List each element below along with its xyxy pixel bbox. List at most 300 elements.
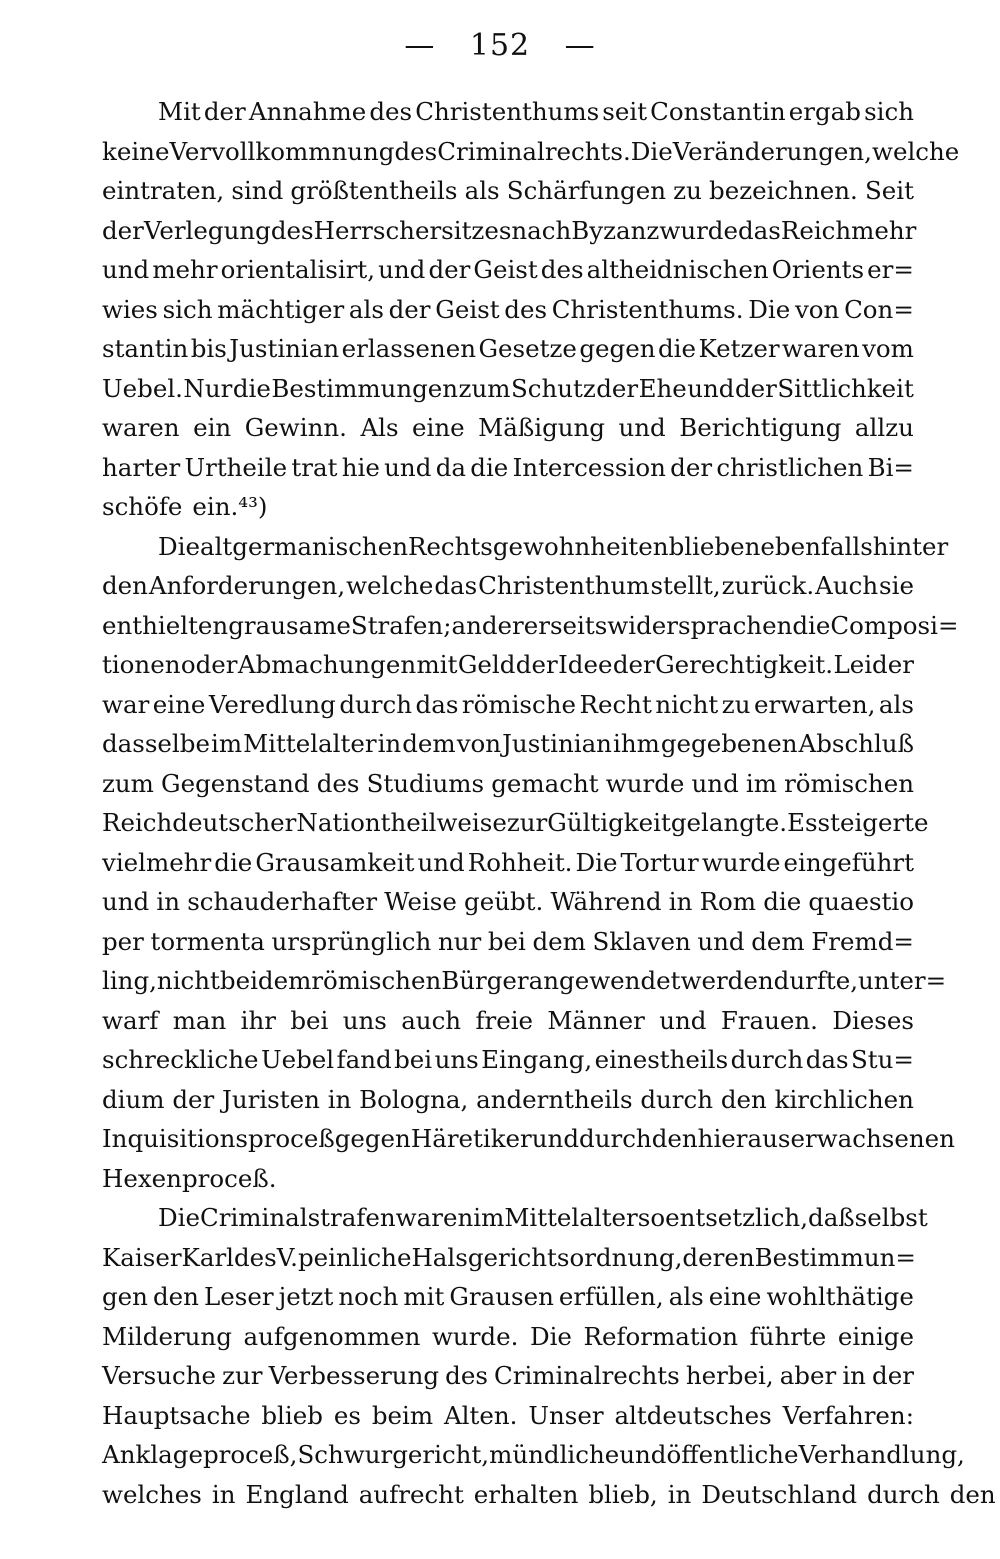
word: quaestio bbox=[808, 887, 914, 916]
word: zum bbox=[102, 768, 154, 798]
word: und bbox=[659, 1005, 707, 1035]
word: Bestimmungen bbox=[271, 373, 459, 403]
word: Verhandlung, bbox=[798, 1440, 965, 1469]
word: der bbox=[612, 650, 655, 679]
word: zur bbox=[222, 1361, 263, 1390]
word: Justinian bbox=[502, 729, 612, 758]
word: Grausamkeit bbox=[255, 847, 415, 877]
word: wurde bbox=[701, 847, 781, 877]
word: andererseits bbox=[451, 610, 608, 640]
word: zum bbox=[458, 373, 511, 403]
word: geübt. bbox=[464, 887, 544, 916]
word: zurück. bbox=[721, 571, 815, 600]
word: Rechtsgewohnheiten bbox=[407, 531, 669, 561]
word: ein bbox=[193, 413, 232, 442]
text-line bbox=[102, 961, 947, 1001]
word: mehr bbox=[851, 215, 917, 245]
text-line bbox=[102, 1001, 914, 1041]
word: altgermanischen bbox=[199, 531, 408, 561]
word: und bbox=[417, 847, 465, 877]
word: von bbox=[456, 729, 502, 758]
word: aber bbox=[779, 1361, 837, 1390]
word: aufrecht bbox=[358, 1479, 464, 1509]
word: freie bbox=[475, 1005, 534, 1035]
word: sind bbox=[231, 176, 284, 205]
word: bei bbox=[219, 966, 258, 995]
word: des bbox=[369, 97, 413, 126]
word: fand bbox=[336, 1045, 392, 1074]
word: und bbox=[697, 926, 745, 956]
word: zu bbox=[673, 176, 702, 205]
word: die bbox=[657, 334, 696, 363]
word: Es bbox=[787, 808, 818, 837]
paragraph bbox=[102, 92, 960, 527]
word: auch bbox=[401, 1005, 462, 1035]
word: waren bbox=[395, 1203, 474, 1232]
word: in bbox=[156, 887, 181, 916]
word: bei bbox=[487, 926, 526, 956]
word: tionen bbox=[102, 650, 181, 679]
word: Constantin bbox=[650, 97, 786, 126]
text-line bbox=[102, 1277, 914, 1317]
word: daß bbox=[808, 1203, 855, 1232]
word: im bbox=[745, 768, 777, 798]
word: Byzanz bbox=[571, 215, 660, 245]
text-line bbox=[102, 1198, 928, 1238]
word: Inquisitionsproceß bbox=[102, 1124, 335, 1153]
word: des bbox=[445, 1361, 488, 1390]
word: Reich bbox=[780, 215, 852, 245]
word: gelangte. bbox=[670, 808, 788, 837]
word: führte bbox=[749, 1321, 827, 1351]
word: Häretiker bbox=[410, 1124, 532, 1153]
word: von bbox=[794, 294, 840, 324]
word: ergab bbox=[788, 97, 861, 126]
word: Geld bbox=[457, 650, 516, 679]
word: Uebel bbox=[260, 1045, 335, 1074]
word: Studiums bbox=[366, 768, 485, 798]
word: den bbox=[949, 1479, 996, 1509]
word: theilweise bbox=[380, 808, 507, 837]
word: gegen bbox=[334, 1124, 411, 1153]
word: ein.⁴³) bbox=[192, 492, 268, 521]
word: Con= bbox=[844, 294, 914, 324]
word: Als bbox=[360, 413, 399, 442]
word: im bbox=[473, 1203, 505, 1232]
text-line bbox=[102, 487, 914, 527]
text-line bbox=[102, 369, 914, 409]
word: römische bbox=[461, 689, 577, 719]
word: Alten. bbox=[443, 1400, 518, 1430]
word: Frauen. bbox=[720, 1005, 818, 1035]
word: gegen bbox=[579, 334, 656, 363]
word: den bbox=[651, 1124, 698, 1153]
word: in bbox=[842, 1361, 866, 1390]
word: V. bbox=[276, 1242, 298, 1272]
text-line bbox=[102, 408, 914, 448]
word: schreckliche bbox=[102, 1045, 259, 1074]
word: erwachsenen bbox=[790, 1124, 955, 1153]
text-line bbox=[102, 645, 914, 685]
word: die bbox=[232, 373, 271, 403]
word: aufgenommen bbox=[243, 1321, 421, 1351]
word: mit bbox=[403, 1282, 445, 1311]
word: der bbox=[388, 294, 431, 324]
word: Strafen; bbox=[350, 610, 452, 640]
word: und bbox=[619, 1440, 667, 1469]
word: römischen bbox=[311, 966, 442, 995]
word: Orients bbox=[771, 255, 865, 284]
word: trat bbox=[291, 452, 338, 482]
word: der bbox=[172, 1084, 215, 1114]
word: das bbox=[415, 689, 459, 719]
word: peinliche bbox=[297, 1242, 412, 1272]
word: ursprünglich bbox=[271, 926, 432, 956]
word: dem bbox=[751, 926, 805, 956]
word: Verlegung bbox=[143, 215, 271, 245]
word: der bbox=[734, 373, 777, 403]
text-line bbox=[102, 1356, 914, 1396]
word: Deutschland bbox=[701, 1479, 858, 1509]
word: erlassenen bbox=[341, 334, 476, 363]
text-line bbox=[102, 1159, 914, 1199]
word: Nation bbox=[296, 808, 381, 837]
page-number: 152 bbox=[469, 28, 531, 63]
word: wohlthätige bbox=[766, 1282, 914, 1311]
word: welche bbox=[346, 571, 434, 600]
word: Schwurgericht, bbox=[297, 1440, 490, 1469]
word: dem bbox=[402, 729, 456, 758]
word: Geist bbox=[435, 294, 500, 324]
word: schauderhafter bbox=[187, 887, 378, 916]
word: und bbox=[102, 255, 150, 284]
word: Mittelalter bbox=[243, 729, 377, 758]
word: zu bbox=[721, 689, 751, 719]
text-line bbox=[102, 685, 914, 725]
word: ebenfalls bbox=[760, 531, 873, 561]
word: Die bbox=[158, 531, 200, 561]
word: wurde. bbox=[431, 1321, 519, 1351]
word: Halsgerichtsordnung, bbox=[411, 1242, 683, 1272]
word: Grausen bbox=[449, 1282, 554, 1311]
word: der bbox=[670, 452, 713, 482]
word: Christenthums. bbox=[551, 294, 744, 324]
word: er= bbox=[867, 255, 914, 284]
word: durch bbox=[730, 1045, 804, 1074]
word: Composi= bbox=[830, 610, 959, 640]
word: und bbox=[618, 413, 666, 442]
word: im bbox=[210, 729, 243, 758]
word: blieb bbox=[261, 1400, 323, 1430]
word: orientalisirt, bbox=[220, 255, 376, 284]
word: nicht bbox=[156, 966, 220, 995]
word: ihr bbox=[240, 1005, 276, 1035]
word: Bologna, bbox=[359, 1084, 469, 1114]
word: den bbox=[102, 571, 148, 600]
word: als bbox=[668, 1282, 704, 1311]
word: Gesetze bbox=[478, 334, 577, 363]
word: mündliche bbox=[489, 1440, 620, 1469]
word: Gültigkeit bbox=[547, 808, 671, 837]
word: Fremd= bbox=[811, 926, 914, 956]
word: ihm bbox=[612, 729, 660, 758]
word: Herrschersitzes bbox=[313, 215, 512, 245]
word: blieb, bbox=[588, 1479, 658, 1509]
word: Reformation bbox=[583, 1321, 739, 1351]
word: des bbox=[270, 215, 314, 245]
word: Mäßigung bbox=[478, 413, 605, 442]
word: des bbox=[316, 768, 360, 798]
word: welches bbox=[102, 1479, 202, 1509]
word: erfüllen, bbox=[558, 1282, 664, 1311]
text-line bbox=[102, 1238, 914, 1278]
word: uns bbox=[342, 1005, 387, 1035]
word: dem bbox=[532, 926, 586, 956]
page-number-dash-left: — bbox=[404, 28, 436, 63]
word: Schärfungen bbox=[506, 176, 666, 205]
text-line bbox=[102, 250, 914, 290]
text-line bbox=[102, 922, 914, 962]
text-line bbox=[102, 882, 914, 922]
text-line bbox=[102, 803, 929, 843]
word: wurde bbox=[605, 768, 685, 798]
word: Unser bbox=[528, 1400, 604, 1430]
word: England bbox=[245, 1479, 349, 1509]
word: erhalten bbox=[473, 1479, 579, 1509]
word: in bbox=[668, 887, 693, 916]
word: enthielten bbox=[102, 610, 229, 640]
word: oder bbox=[180, 650, 238, 679]
word: gemacht bbox=[491, 768, 599, 798]
word: hinter bbox=[872, 531, 949, 561]
word: Uebel. bbox=[102, 373, 183, 403]
word: Christenthum bbox=[478, 571, 650, 600]
text-line bbox=[102, 1396, 914, 1436]
text-line bbox=[102, 724, 914, 764]
word: Ehe bbox=[638, 373, 687, 403]
word: und bbox=[691, 768, 739, 798]
text-line bbox=[102, 1475, 996, 1515]
word: da bbox=[435, 452, 466, 482]
word: und bbox=[384, 452, 432, 482]
word: durfte, bbox=[773, 966, 859, 995]
word: der bbox=[515, 650, 558, 679]
word: die bbox=[214, 847, 253, 877]
word: Sittlichkeit bbox=[777, 373, 914, 403]
word: unter= bbox=[858, 966, 947, 995]
word: Nur bbox=[183, 373, 233, 403]
word: schöfe bbox=[102, 492, 183, 521]
word: anderntheils bbox=[476, 1084, 633, 1114]
word: Seit bbox=[864, 176, 914, 205]
word: der bbox=[596, 373, 639, 403]
word: harter bbox=[102, 452, 181, 482]
word: Juristen bbox=[222, 1084, 320, 1114]
word: der bbox=[872, 1361, 914, 1390]
word: mit bbox=[416, 650, 458, 679]
body-text bbox=[102, 92, 996, 1514]
word: in bbox=[211, 1479, 236, 1509]
word: und bbox=[687, 373, 735, 403]
text-line bbox=[102, 211, 917, 251]
word: Anforderungen, bbox=[148, 571, 346, 600]
word: Versuche bbox=[102, 1361, 217, 1390]
word: Kaiser bbox=[102, 1242, 182, 1272]
word: kirchlichen bbox=[774, 1084, 914, 1114]
word: Criminalstrafen bbox=[199, 1203, 396, 1232]
page-header bbox=[0, 28, 1000, 63]
word: Eingang, bbox=[481, 1045, 593, 1074]
word: war bbox=[102, 689, 150, 719]
word: Sklaven bbox=[592, 926, 691, 956]
word: durch bbox=[579, 1124, 652, 1153]
word: welche bbox=[871, 136, 960, 166]
word: Leser bbox=[204, 1282, 274, 1311]
word: bei bbox=[290, 1005, 329, 1035]
word: als bbox=[878, 689, 914, 719]
word: altdeutsches bbox=[614, 1400, 772, 1430]
text-line bbox=[102, 1040, 914, 1080]
word: entsetzlich, bbox=[665, 1203, 809, 1232]
word: stellt, bbox=[650, 571, 721, 600]
word: Gewinn. bbox=[244, 413, 347, 442]
word: Die bbox=[630, 136, 673, 166]
word: nicht bbox=[655, 689, 719, 719]
word: das bbox=[434, 571, 478, 600]
word: die bbox=[763, 887, 802, 916]
word: die bbox=[792, 610, 831, 640]
paragraph bbox=[102, 527, 959, 1199]
word: Recht bbox=[579, 689, 652, 719]
word: in bbox=[377, 729, 402, 758]
word: gen bbox=[102, 1282, 148, 1311]
word: durch bbox=[640, 1084, 714, 1114]
word: die bbox=[470, 452, 509, 482]
word: warf bbox=[102, 1005, 159, 1035]
word: Geist bbox=[473, 255, 538, 284]
word: waren bbox=[102, 413, 180, 442]
word: durch bbox=[867, 1479, 940, 1509]
word: tormenta bbox=[150, 926, 265, 956]
word: öffentliche bbox=[666, 1440, 799, 1469]
word: gegebenen bbox=[660, 729, 798, 758]
word: des bbox=[504, 294, 548, 324]
word: Gegenstand bbox=[161, 768, 310, 798]
word: hie bbox=[341, 452, 380, 482]
text-line bbox=[102, 1435, 965, 1475]
word: römischen bbox=[784, 768, 914, 798]
text-line bbox=[102, 171, 914, 211]
word: Abmachungen bbox=[237, 650, 417, 679]
word: ling, bbox=[102, 966, 157, 995]
word: Die bbox=[575, 847, 618, 877]
word: Bürger bbox=[441, 966, 529, 995]
text-line bbox=[102, 1317, 914, 1357]
word: vielmehr bbox=[102, 847, 212, 877]
word: bei bbox=[394, 1045, 433, 1074]
word: bis bbox=[190, 334, 227, 363]
word: jetzt bbox=[278, 1282, 334, 1311]
word: eintraten, bbox=[102, 176, 225, 205]
word: mächtiger bbox=[217, 294, 345, 324]
word: und bbox=[531, 1124, 580, 1153]
word: dasselbe bbox=[102, 729, 210, 758]
word: erwarten, bbox=[753, 689, 876, 719]
word: Während bbox=[550, 887, 662, 916]
word: seit bbox=[602, 97, 648, 126]
word: Leider bbox=[833, 650, 914, 679]
word: Hexenproceß. bbox=[102, 1163, 277, 1193]
word: beim bbox=[371, 1400, 434, 1430]
word: Abschluß bbox=[798, 729, 914, 758]
word: angewendet bbox=[528, 966, 681, 995]
word: das bbox=[805, 1045, 849, 1074]
word: der bbox=[203, 97, 246, 126]
word: eine bbox=[152, 689, 206, 719]
word: der bbox=[102, 215, 144, 245]
word: dem bbox=[257, 966, 312, 995]
word: und bbox=[102, 887, 150, 916]
word: eine bbox=[412, 413, 465, 442]
word: einestheils bbox=[594, 1045, 729, 1074]
text-line bbox=[102, 290, 914, 330]
word: Urtheile bbox=[184, 452, 288, 482]
word: keine bbox=[102, 136, 170, 166]
text-line bbox=[102, 1080, 914, 1120]
word: waren bbox=[782, 334, 860, 363]
word: allzu bbox=[854, 413, 914, 442]
word: Die bbox=[748, 294, 791, 324]
page-number-dash-right: — bbox=[564, 28, 596, 63]
word: Dieses bbox=[832, 1005, 914, 1035]
word: Bestimmun= bbox=[754, 1242, 916, 1272]
word: größtentheils bbox=[290, 176, 458, 205]
word: eine bbox=[708, 1282, 762, 1311]
word: christlichen bbox=[716, 452, 864, 482]
word: wurde bbox=[659, 215, 738, 245]
word: durch bbox=[339, 689, 413, 719]
text-line bbox=[102, 843, 914, 883]
text-line bbox=[102, 527, 949, 567]
word: herbei, bbox=[685, 1361, 774, 1390]
word: und bbox=[378, 255, 426, 284]
word: Idee bbox=[558, 650, 613, 679]
word: nach bbox=[511, 215, 572, 245]
text-line bbox=[102, 132, 960, 172]
word: Männer bbox=[547, 1005, 645, 1035]
word: in bbox=[667, 1479, 692, 1509]
word: altheidnischen bbox=[586, 255, 769, 284]
word: Intercession bbox=[512, 452, 666, 482]
word: vom bbox=[862, 334, 914, 363]
word: Veredlung bbox=[208, 689, 336, 719]
word: man bbox=[172, 1005, 227, 1035]
word: blieben bbox=[668, 531, 761, 561]
word: als bbox=[348, 294, 384, 324]
text-line bbox=[102, 606, 959, 646]
word: Vervollkommnung bbox=[169, 136, 395, 166]
text-line bbox=[102, 566, 914, 606]
word: werden bbox=[680, 966, 774, 995]
word: per bbox=[102, 926, 144, 956]
word: Auch bbox=[815, 571, 879, 600]
word: sich bbox=[864, 97, 914, 126]
paragraph bbox=[102, 1198, 996, 1514]
word: Justinian bbox=[229, 334, 340, 363]
word: bezeichnen. bbox=[709, 176, 858, 205]
word: Weise bbox=[384, 887, 457, 916]
word: Criminalrechts. bbox=[437, 136, 631, 166]
